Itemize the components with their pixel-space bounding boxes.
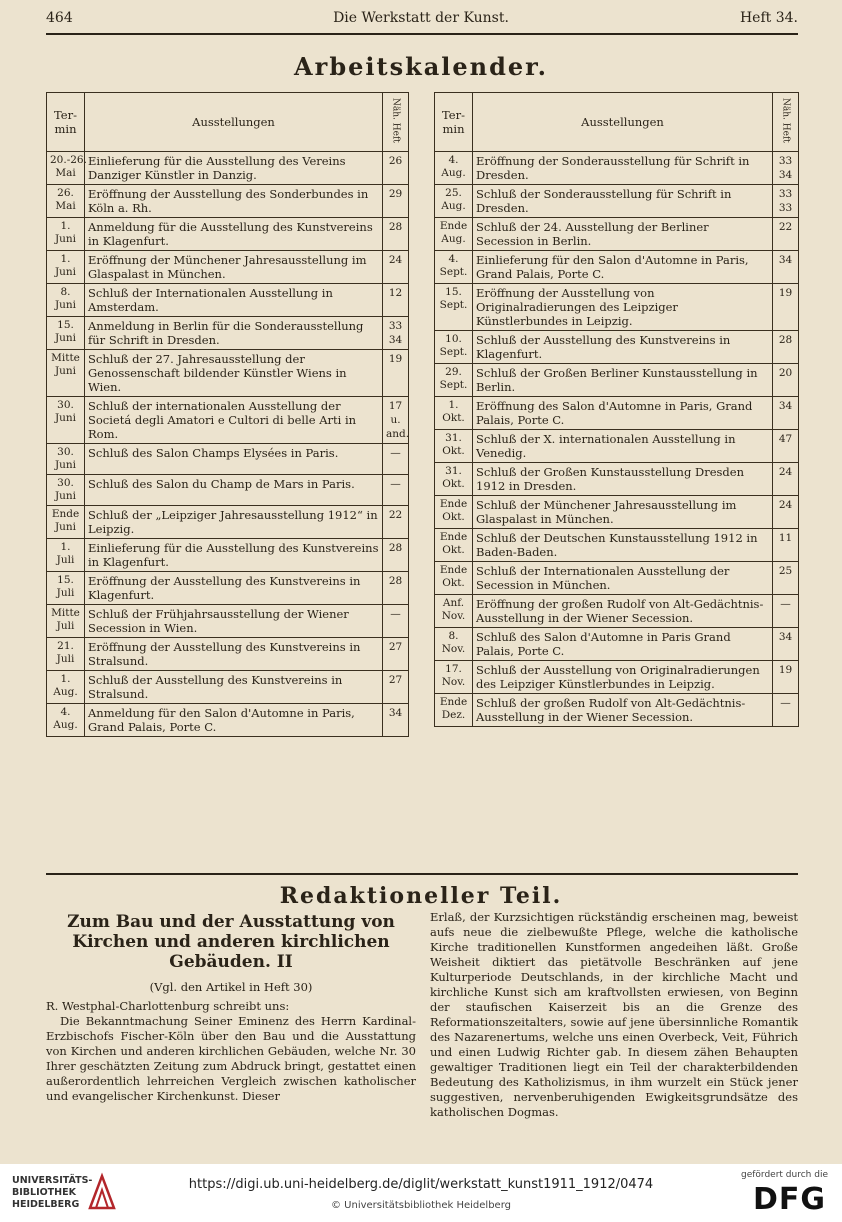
column-header-term: Ter- min [435,93,473,152]
row-text: Einlieferung für die Ausstellung des Vereins Danziger Künstler in Danzig. [85,152,383,185]
article-note: (Vgl. den Artikel in Heft 30) [149,980,313,994]
calendar-row [435,496,799,529]
row-term: 1. Juli [47,539,85,572]
row-term: Mitte Juli [47,605,85,638]
column-header-exhibitions: Ausstellungen [473,93,773,152]
row-term: Ende Okt. [435,529,473,562]
calendar-row [435,251,799,284]
row-term: 15. Juli [47,572,85,605]
row-issue-number: 47 [773,430,799,463]
row-text: Eröffnung der Ausstellung des Kunstvereins in Stralsund. [85,638,383,671]
row-issue-number: 20 [773,364,799,397]
row-issue-number: — [383,475,409,506]
row-issue-number: 33 34 [773,152,799,185]
row-issue-number: 28 [773,331,799,364]
row-term: 8. Nov. [435,628,473,661]
row-issue-number: 22 [773,218,799,251]
calendar-row [435,694,799,727]
row-text: Schluß der „Leipziger Jahresausstellung 1912“ in Leipzig. [85,506,383,539]
row-issue-number: — [773,694,799,727]
row-term: 30. Juni [47,444,85,475]
row-text: Eröffnung der Ausstellung des Sonderbundes in Köln a. Rh. [85,185,383,218]
row-term: 4. Sept. [435,251,473,284]
row-text: Schluß der 24. Ausstellung der Berliner Secession in Berlin. [473,218,773,251]
row-text: Schluß der Frühjahrsausstellung der Wiener Secession in Wien. [85,605,383,638]
calendar-row [47,251,409,284]
calendar-row [47,350,409,397]
row-term: 17. Nov. [435,661,473,694]
calendar-row [47,638,409,671]
row-issue-number: 26 [383,152,409,185]
row-term: 31. Okt. [435,463,473,496]
row-term: 29. Sept. [435,364,473,397]
row-term: 1. Okt. [435,397,473,430]
calendar-table-left [46,92,409,737]
section-rule [46,873,798,875]
calendar-row [435,628,799,661]
issue-label: Heft 34. [739,10,798,26]
calendar-row [47,152,409,185]
calendar-row [47,475,409,506]
row-issue-number: 24 [773,463,799,496]
row-term: 31. Okt. [435,430,473,463]
row-text: Schluß des Salon du Champ de Mars in Paris. [85,475,383,506]
page-url-link[interactable]: https://digi.ub.uni-heidelberg.de/diglit/werkstatt_kunst1911_1912/0474 [188,1177,654,1192]
calendar-row [435,562,799,595]
row-text: Schluß der X. internationalen Ausstellung in Venedig. [473,430,773,463]
row-text: Schluß der Ausstellung von Originalradierungen des Leipziger Künstlerbundes in Leipzig. [473,661,773,694]
calendar-row [435,661,799,694]
editorial-title: Redaktioneller Teil. [279,883,563,909]
calendar-row [435,595,799,628]
row-text: Eröffnung des Salon d'Automne in Paris, Grand Palais, Porte C. [473,397,773,430]
row-issue-number: 34 [383,704,409,737]
row-issue-number: 19 [383,350,409,397]
row-issue-number: 33 33 [773,185,799,218]
row-term: 1. Juni [47,251,85,284]
article-author: R. Westphal-Charlottenburg schreibt uns: [46,999,290,1013]
row-term: Ende Okt. [435,496,473,529]
row-term: 8. Juni [47,284,85,317]
article-right-column: Erlaß, der Kurzsichtigen rückständig erscheinen mag, beweist aufs neue die zielbewußte Pflege, welche die katholische Kirche traditionellen Kunstformen angedeihen läßt. Große Weisheit diktiert das pietätvolle Beschränken auf jene Kulturperiode Deutschlands, in der kirchliche Macht und kirchliche Kunst sich am kraftvollsten erwiesen, von Beginn der staufischen Kaiserzeit bis an die Grenze des Reformationszeitalters, sowie auf jene übersinnliche Romantik des Nazarenertums, welche uns einen Overbeck, Veit, Führich und einen Ludwig Richter gab. In diesem zähen Behaupten gewaltiger Traditionen liegt ein Teil der charakterbildenden Bedeutung des Katholizismus, in ihm wurzelt ein Stück jener suggestiven, nervenberuhigenden Ewigkeitsgrundsätze des katholischen Dogmas. [430,910,798,1119]
row-issue-number: 12 [383,284,409,317]
calendar-row [47,397,409,444]
row-term: 25. Aug. [435,185,473,218]
article-paragraph: Die Bekanntmachung Seiner Eminenz des Herrn Kardinal-Erzbischofs Fischer-Köln über den Bau und die Ausstattung von Kirchen und anderen kirchlichen Gebäuden, welche Nr. 30 Ihrer geschätzten Zeitung zum Abdruck bringt, gestattet einen außerordentlich lehrreichen Vergleich zwischen katholischer und evangelischer Kirchenkunst. Dieser [46,1014,416,1103]
calendar-row [47,218,409,251]
row-text: Eröffnung der Ausstellung des Kunstvereins in Klagenfurt. [85,572,383,605]
row-text: Schluß der Großen Kunstausstellung Dresden 1912 in Dresden. [473,463,773,496]
row-text: Schluß der großen Rudolf von Alt-Gedächtnis-Ausstellung in der Wiener Secession. [473,694,773,727]
header-rule [46,33,798,35]
calendar-title: Arbeitskalender. [294,52,548,81]
row-text: Schluß der Ausstellung des Kunstvereins in Stralsund. [85,671,383,704]
column-header-term: Ter- min [47,93,85,152]
row-term: Ende Okt. [435,562,473,595]
row-term: 15. Juni [47,317,85,350]
row-issue-number: 25 [773,562,799,595]
row-issue-number: 28 [383,572,409,605]
library-line: UNIVERSITÄTS- [12,1175,93,1186]
row-text: Schluß des Salon d'Automne in Paris Grand Palais, Porte C. [473,628,773,661]
row-text: Schluß der Internationalen Ausstellung der Secession in München. [473,562,773,595]
dfg-logo[interactable]: DFG [752,1182,826,1217]
calendar-row [47,284,409,317]
row-issue-number: 24 [383,251,409,284]
row-issue-number: 11 [773,529,799,562]
row-text: Eröffnung der Ausstellung von Originalradierungen des Leipziger Künstlerbundes in Leipzig. [473,284,773,331]
row-text: Schluß der Deutschen Kunstausstellung 1912 in Baden-Baden. [473,529,773,562]
row-issue-number: 34 [773,628,799,661]
row-term: 1. Aug. [47,671,85,704]
row-issue-number: 28 [383,539,409,572]
row-text: Anmeldung für die Ausstellung des Kunstvereins in Klagenfurt. [85,218,383,251]
row-issue-number: 19 [773,661,799,694]
copyright-text: © Universitätsbibliothek Heidelberg [330,1200,511,1211]
calendar-row [435,463,799,496]
row-text: Eröffnung der Münchener Jahresausstellung im Glaspalast in München. [85,251,383,284]
row-term: 4. Aug. [435,152,473,185]
row-issue-number: 24 [773,496,799,529]
row-issue-number: 27 [383,671,409,704]
row-issue-number: 33 34 [383,317,409,350]
calendar-row [435,529,799,562]
calendar-row [435,397,799,430]
row-text: Einlieferung für den Salon d'Automne in Paris, Grand Palais, Porte C. [473,251,773,284]
row-text: Schluß der Internationalen Ausstellung in Amsterdam. [85,284,383,317]
calendar-row [435,430,799,463]
row-text: Schluß der Münchener Jahresausstellung im Glaspalast in München. [473,496,773,529]
calendar-row [47,185,409,218]
row-term: 30. Juni [47,397,85,444]
row-issue-number: — [773,595,799,628]
calendar-row [435,364,799,397]
row-issue-number: 29 [383,185,409,218]
row-term: Ende Dez. [435,694,473,727]
funded-by-label: gefördert durch die [741,1170,828,1180]
row-term: 26. Mai [47,185,85,218]
row-text: Einlieferung für die Ausstellung des Kunstvereins in Klagenfurt. [85,539,383,572]
calendar-row [435,218,799,251]
row-term: 15. Sept. [435,284,473,331]
column-header-number: Näh. Heft [383,93,409,152]
page-number: 464 [46,10,73,26]
row-term: Anf. Nov. [435,595,473,628]
calendar-row [435,152,799,185]
row-text: Eröffnung der Sonderausstellung für Schrift in Dresden. [473,152,773,185]
calendar-row [47,506,409,539]
article-title: Zum Bau und der Ausstattung von Kirchen und anderen kirchlichen Gebäuden. II [67,912,395,972]
row-term: 21. Juli [47,638,85,671]
calendar-row [435,284,799,331]
library-line: HEIDELBERG [12,1199,80,1210]
row-issue-number: — [383,444,409,475]
row-text: Schluß der Ausstellung des Kunstvereins in Klagenfurt. [473,331,773,364]
row-term: Ende Aug. [435,218,473,251]
calendar-row [47,704,409,737]
row-text: Schluß der Sonderausstellung für Schrift in Dresden. [473,185,773,218]
calendar-row [47,317,409,350]
row-term: Ende Juni [47,506,85,539]
row-issue-number: 28 [383,218,409,251]
row-text: Schluß der internationalen Ausstellung der Societá degli Amatori e Cultori di belle Arti in Rom. [85,397,383,444]
row-term: 30. Juni [47,475,85,506]
calendar-row [47,572,409,605]
row-text: Schluß der 27. Jahresausstellung der Genossenschaft bildender Künstler Wiens in Wien. [85,350,383,397]
row-text: Schluß des Salon Champs Elysées in Paris. [85,444,383,475]
row-text: Eröffnung der großen Rudolf von Alt-Gedächtnis-Ausstellung in der Wiener Secession. [473,595,773,628]
calendar-row [435,185,799,218]
row-text: Anmeldung für den Salon d'Automne in Paris, Grand Palais, Porte C. [85,704,383,737]
row-issue-number: — [383,605,409,638]
row-issue-number: 19 [773,284,799,331]
article-left-column [46,910,416,1104]
library-line: BIBLIOTHEK [12,1187,76,1198]
row-term: 10. Sept. [435,331,473,364]
column-header-number: Näh. Heft [773,93,799,152]
row-text: Schluß der Großen Berliner Kunstausstellung in Berlin. [473,364,773,397]
row-issue-number: 34 [773,397,799,430]
row-issue-number: 17 u. and. [383,397,409,444]
calendar-row [47,671,409,704]
row-term: 4. Aug. [47,704,85,737]
row-issue-number: 27 [383,638,409,671]
row-term: Mitte Juni [47,350,85,397]
row-issue-number: 34 [773,251,799,284]
row-term: 1. Juni [47,218,85,251]
row-text: Anmeldung in Berlin für die Sonderausstellung für Schrift in Dresden. [85,317,383,350]
column-header-exhibitions: Ausstellungen [85,93,383,152]
footer-bar [0,1164,842,1222]
row-term: 20.-26. Mai [47,152,85,185]
calendar-table-right [434,92,799,727]
running-title: Die Werkstatt der Kunst. [333,10,509,26]
calendar-row [435,331,799,364]
calendar-row [47,605,409,638]
row-issue-number: 22 [383,506,409,539]
calendar-row [47,539,409,572]
calendar-row [47,444,409,475]
